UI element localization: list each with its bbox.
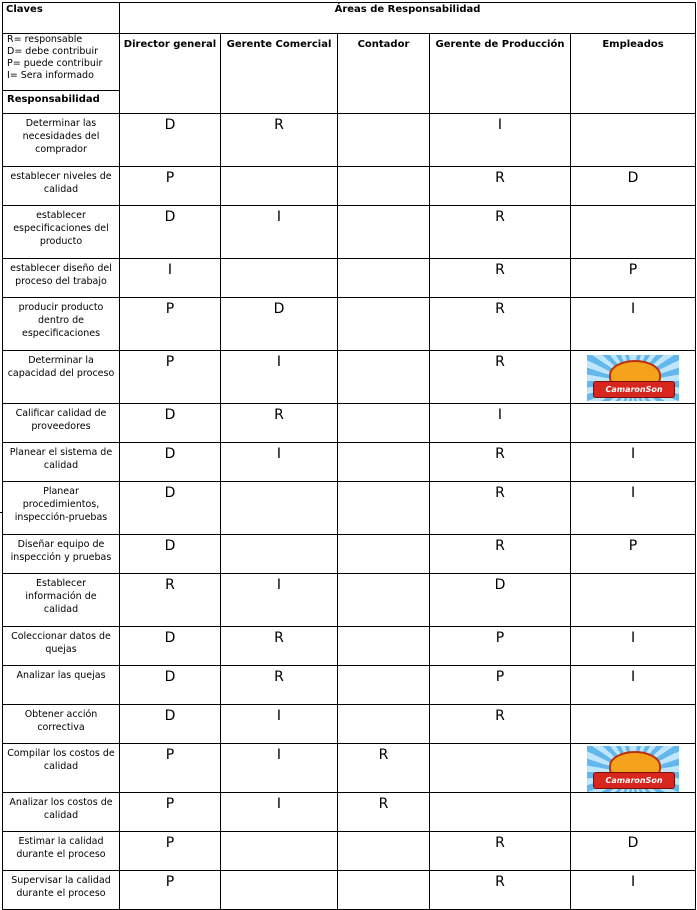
- column-header-row: [3, 34, 696, 114]
- role-value-cell: D: [120, 705, 221, 744]
- task-cell: Planear procedimientos, inspección-pruebas: [3, 482, 120, 535]
- role-value-cell: [221, 259, 338, 298]
- role-value-cell: [571, 705, 696, 744]
- table-row: [3, 666, 696, 705]
- role-value-cell: D: [120, 535, 221, 574]
- column-header-contador: Contador: [338, 34, 430, 114]
- role-value-cell: R: [430, 482, 571, 535]
- table-row: [3, 535, 696, 574]
- role-value-cell: [338, 482, 430, 535]
- logo-cell: [571, 744, 696, 793]
- role-value-cell: [221, 167, 338, 206]
- table-row: [3, 443, 696, 482]
- column-header-gerente-comercial: Gerente Comercial: [221, 34, 338, 114]
- table-row: [3, 167, 696, 206]
- table-row: [3, 744, 696, 793]
- task-cell: Establecer información de calidad: [3, 574, 120, 627]
- role-value-cell: D: [221, 298, 338, 351]
- legend-item: R= responsable: [7, 34, 83, 45]
- role-value-cell: [430, 793, 571, 832]
- role-value-cell: I: [430, 404, 571, 443]
- role-value-cell: D: [120, 482, 221, 535]
- table-row: [3, 259, 696, 298]
- role-value-cell: R: [221, 404, 338, 443]
- role-value-cell: D: [120, 404, 221, 443]
- column-header-gerente-produccion: Gerente de Producción: [430, 34, 571, 114]
- role-value-cell: I: [571, 666, 696, 705]
- role-value-cell: [571, 114, 696, 167]
- role-value-cell: R: [430, 259, 571, 298]
- role-value-cell: I: [120, 259, 221, 298]
- logo-cell: [571, 351, 696, 404]
- role-value-cell: P: [120, 744, 221, 793]
- role-value-cell: [221, 535, 338, 574]
- role-value-cell: P: [571, 535, 696, 574]
- role-value-cell: R: [430, 351, 571, 404]
- role-value-cell: I: [221, 705, 338, 744]
- header-row: [3, 3, 696, 34]
- role-value-cell: I: [221, 793, 338, 832]
- task-cell: Obtener acción correctiva: [3, 705, 120, 744]
- role-value-cell: P: [120, 298, 221, 351]
- role-value-cell: R: [430, 298, 571, 351]
- role-value-cell: D: [571, 167, 696, 206]
- task-cell: Estimar la calidad durante el proceso: [3, 832, 120, 871]
- role-value-cell: [221, 832, 338, 871]
- role-value-cell: [338, 404, 430, 443]
- role-value-cell: I: [571, 482, 696, 535]
- table-row: [3, 404, 696, 443]
- task-cell: Determinar las necesidades del comprador: [3, 114, 120, 167]
- task-cell: Calificar calidad de proveedores: [3, 404, 120, 443]
- role-value-cell: [338, 574, 430, 627]
- role-value-cell: I: [221, 744, 338, 793]
- task-cell: establecer diseño del proceso del trabajo: [3, 259, 120, 298]
- role-value-cell: [571, 206, 696, 259]
- role-value-cell: [571, 404, 696, 443]
- task-cell: establecer especificaciones del producto: [3, 206, 120, 259]
- legend-item: I= Sera informado: [7, 70, 94, 81]
- role-value-cell: R: [430, 443, 571, 482]
- role-value-cell: I: [571, 871, 696, 910]
- role-value-cell: [338, 259, 430, 298]
- role-value-cell: [338, 351, 430, 404]
- role-value-cell: I: [221, 574, 338, 627]
- role-value-cell: [338, 114, 430, 167]
- role-value-cell: D: [430, 574, 571, 627]
- role-value-cell: D: [120, 206, 221, 259]
- role-value-cell: D: [120, 666, 221, 705]
- role-value-cell: R: [430, 167, 571, 206]
- legend-item: D= debe contribuir: [7, 46, 98, 57]
- responsabilidad-label: Responsabilidad: [3, 90, 119, 113]
- task-cell: establecer niveles de calidad: [3, 167, 120, 206]
- role-value-cell: [221, 482, 338, 535]
- table-row: [3, 627, 696, 666]
- table-row: [3, 482, 696, 535]
- role-value-cell: R: [221, 114, 338, 167]
- role-value-cell: [338, 666, 430, 705]
- task-cell: Analizar los costos de calidad: [3, 793, 120, 832]
- role-value-cell: [571, 574, 696, 627]
- role-value-cell: R: [221, 666, 338, 705]
- logo-banner: CamaronSon: [593, 772, 675, 789]
- table-row: [3, 574, 696, 627]
- role-value-cell: [338, 871, 430, 910]
- task-cell: Analizar las quejas: [3, 666, 120, 705]
- task-cell: Supervisar la calidad durante el proceso: [3, 871, 120, 910]
- role-value-cell: [338, 535, 430, 574]
- column-header-director: Director general: [120, 34, 221, 114]
- table-row: [3, 206, 696, 259]
- task-cell: Coleccionar datos de quejas: [3, 627, 120, 666]
- column-header-empleados: Empleados: [571, 34, 696, 114]
- task-cell: Compilar los costos de calidad: [3, 744, 120, 793]
- legend: [3, 34, 119, 90]
- table-row: [3, 793, 696, 832]
- role-value-cell: [430, 744, 571, 793]
- role-value-cell: D: [120, 114, 221, 167]
- table-row: [3, 351, 696, 404]
- areas-header: Áreas de Responsabilidad: [120, 3, 696, 34]
- table-row: [3, 705, 696, 744]
- role-value-cell: R: [221, 627, 338, 666]
- role-value-cell: P: [120, 871, 221, 910]
- task-cell: producir producto dentro de especificaciones: [3, 298, 120, 351]
- table-row: [3, 832, 696, 871]
- role-value-cell: I: [571, 298, 696, 351]
- role-value-cell: [338, 627, 430, 666]
- table-row: [3, 114, 696, 167]
- role-value-cell: R: [430, 206, 571, 259]
- role-value-cell: P: [120, 167, 221, 206]
- role-value-cell: I: [221, 443, 338, 482]
- role-value-cell: R: [430, 871, 571, 910]
- role-value-cell: I: [221, 351, 338, 404]
- role-value-cell: [571, 793, 696, 832]
- role-value-cell: I: [571, 627, 696, 666]
- role-value-cell: [338, 705, 430, 744]
- logo-banner: CamaronSon: [593, 381, 675, 398]
- role-value-cell: R: [120, 574, 221, 627]
- role-value-cell: [338, 443, 430, 482]
- role-value-cell: P: [430, 627, 571, 666]
- role-value-cell: [338, 832, 430, 871]
- table-row: [3, 871, 696, 910]
- role-value-cell: P: [120, 351, 221, 404]
- legend-cell: [3, 34, 120, 114]
- role-value-cell: D: [120, 443, 221, 482]
- role-value-cell: P: [571, 259, 696, 298]
- role-value-cell: I: [221, 206, 338, 259]
- table-row: [3, 298, 696, 351]
- task-cell: Planear el sistema de calidad: [3, 443, 120, 482]
- role-value-cell: R: [430, 535, 571, 574]
- role-value-cell: P: [120, 832, 221, 871]
- role-value-cell: D: [120, 627, 221, 666]
- role-value-cell: R: [338, 744, 430, 793]
- role-value-cell: [221, 871, 338, 910]
- role-value-cell: I: [430, 114, 571, 167]
- role-value-cell: I: [571, 443, 696, 482]
- task-cell: Diseñar equipo de inspección y pruebas: [3, 535, 120, 574]
- task-cell: Determinar la capacidad del proceso: [3, 351, 120, 404]
- role-value-cell: P: [430, 666, 571, 705]
- role-value-cell: D: [571, 832, 696, 871]
- role-value-cell: P: [120, 793, 221, 832]
- role-value-cell: [338, 206, 430, 259]
- role-value-cell: [338, 167, 430, 206]
- role-value-cell: [338, 298, 430, 351]
- camaronson-logo-icon: [587, 746, 679, 792]
- role-value-cell: R: [430, 832, 571, 871]
- role-value-cell: R: [338, 793, 430, 832]
- camaronson-logo-icon: [587, 355, 679, 401]
- responsibility-matrix: [2, 2, 696, 910]
- claves-header: Claves: [3, 3, 120, 34]
- legend-item: P= puede contribuir: [7, 58, 103, 69]
- role-value-cell: R: [430, 705, 571, 744]
